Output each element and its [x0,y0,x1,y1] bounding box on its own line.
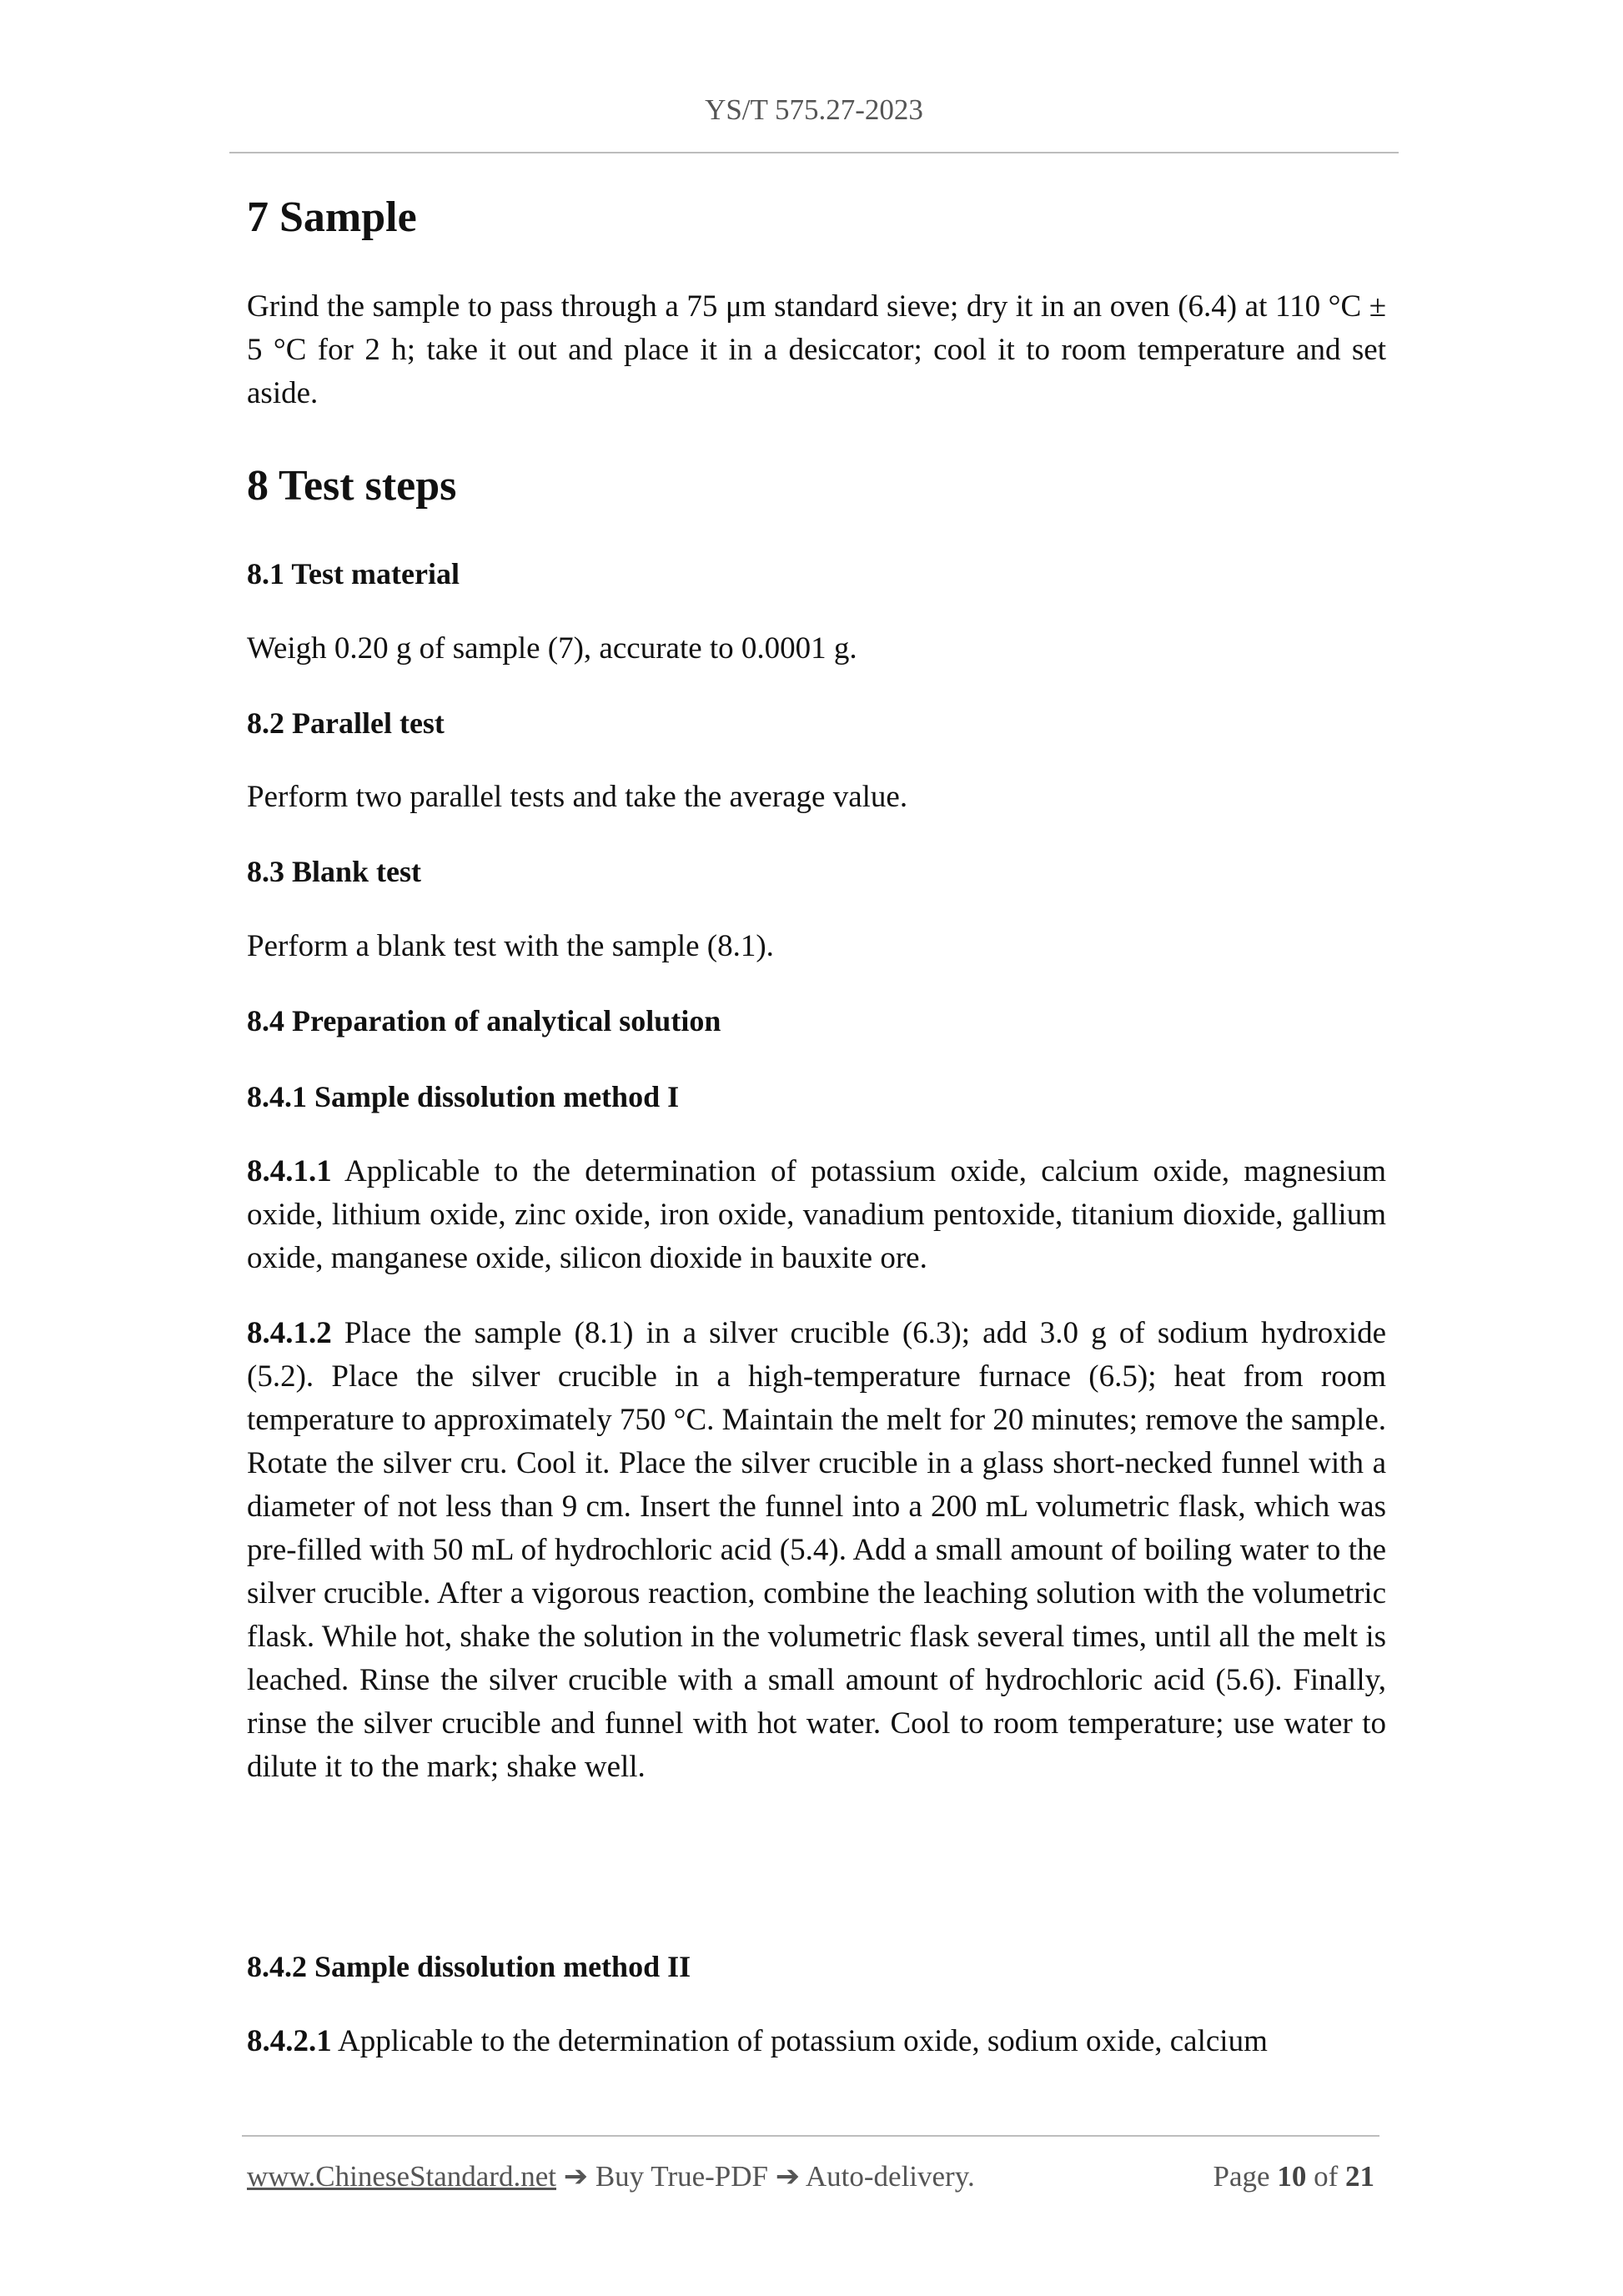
section-8-3-title: 8.3 Blank test [247,855,422,889]
section-8-4-1-title: 8.4.1 Sample dissolution method I [247,1079,680,1113]
clause-number: 8.4.1.2 [247,1315,332,1350]
section-7-title: 7 Sample [247,193,417,241]
page-indicator [1213,2160,1374,2193]
clause-text: Applicable to the determination of potassium oxide, calcium oxide, magnesium oxide, lithium oxide, zinc oxide, iron oxide, vanadium pentoxide, titanium dioxide, gallium oxide, manganese oxide, silicon dioxide in bauxite ore. [247,1153,1386,1275]
section-8-3-body: Perform a blank test with the sample (8.1). [247,929,774,964]
clause-text: Applicable to the determination of potassium oxide, sodium oxide, calcium [337,2023,1268,2058]
clause-8-4-1-1 [247,1150,1386,1280]
section-8-1-body: Weigh 0.20 g of sample (7), accurate to 0.0001 g. [247,631,857,666]
section-8-2-title: 8.2 Parallel test [247,706,445,740]
clause-number: 8.4.1.1 [247,1153,332,1188]
clause-number: 8.4.2.1 [247,2023,332,2058]
document-body [247,192,1386,2063]
footer-divider [242,2135,1379,2137]
page-label: Page [1213,2160,1270,2193]
section-8-4-title: 8.4 Preparation of analytical solution [247,1004,721,1038]
clause-8-4-1-2 [247,1312,1386,1789]
footer-promo [247,2160,975,2193]
section-8-4-2-title: 8.4.2 Sample dissolution method II [247,1949,691,1983]
section-8-2-body: Perform two parallel tests and take the average value. [247,780,908,815]
page-total: 21 [1345,2160,1374,2193]
header-divider [229,152,1399,153]
clause-8-4-2-1 [247,2020,1386,2063]
section-8-1-title: 8.1 Test material [247,556,460,590]
page-header: YS/T 575.27-2023 [705,93,923,126]
site-link[interactable]: www.ChineseStandard.net [247,2160,556,2193]
page-of-label: of [1314,2160,1339,2193]
clause-text: Place the sample (8.1) in a silver crucible (6.3); add 3.0 g of sodium hydroxide (5.2). Place the silver crucible in a high-temperature furnace (6.5); heat from room temperature to approximately 750 °C. Maintain the melt for 20 minutes; remove the sample. Rotate the silver cru. Cool it. Place the silver crucible in a glass short-necked funnel with a diameter of not less than 9 cm. Insert the funnel into a 200 mL volumetric flask, which was pre-filled with 50 mL of hydrochloric acid (5.4). Add a small amount of boiling water to the silver crucible. After a vigorous reaction, combine the leaching solution with the volumetric flask. While hot, shake the solution in the volumetric flask several times, until all the melt is leached. Rinse the silver crucible with a small amount of hydrochloric acid (5.6). Finally, rinse the silver crucible and funnel with hot water. Cool to room temperature; use water to dilute it to the mark; shake well. [247,1315,1386,1784]
page-current: 10 [1277,2160,1307,2193]
section-7-body: Grind the sample to pass through a 75 μm standard sieve; dry it in an oven (6.4) at 110 °C ± 5 °C for 2 h; take it out and place it in a desiccator; cool it to room temperature and set aside. [247,289,1386,411]
section-8-title: 8 Test steps [247,462,457,510]
promo-text: ➔ Buy True-PDF ➔ Auto-delivery. [563,2160,975,2193]
